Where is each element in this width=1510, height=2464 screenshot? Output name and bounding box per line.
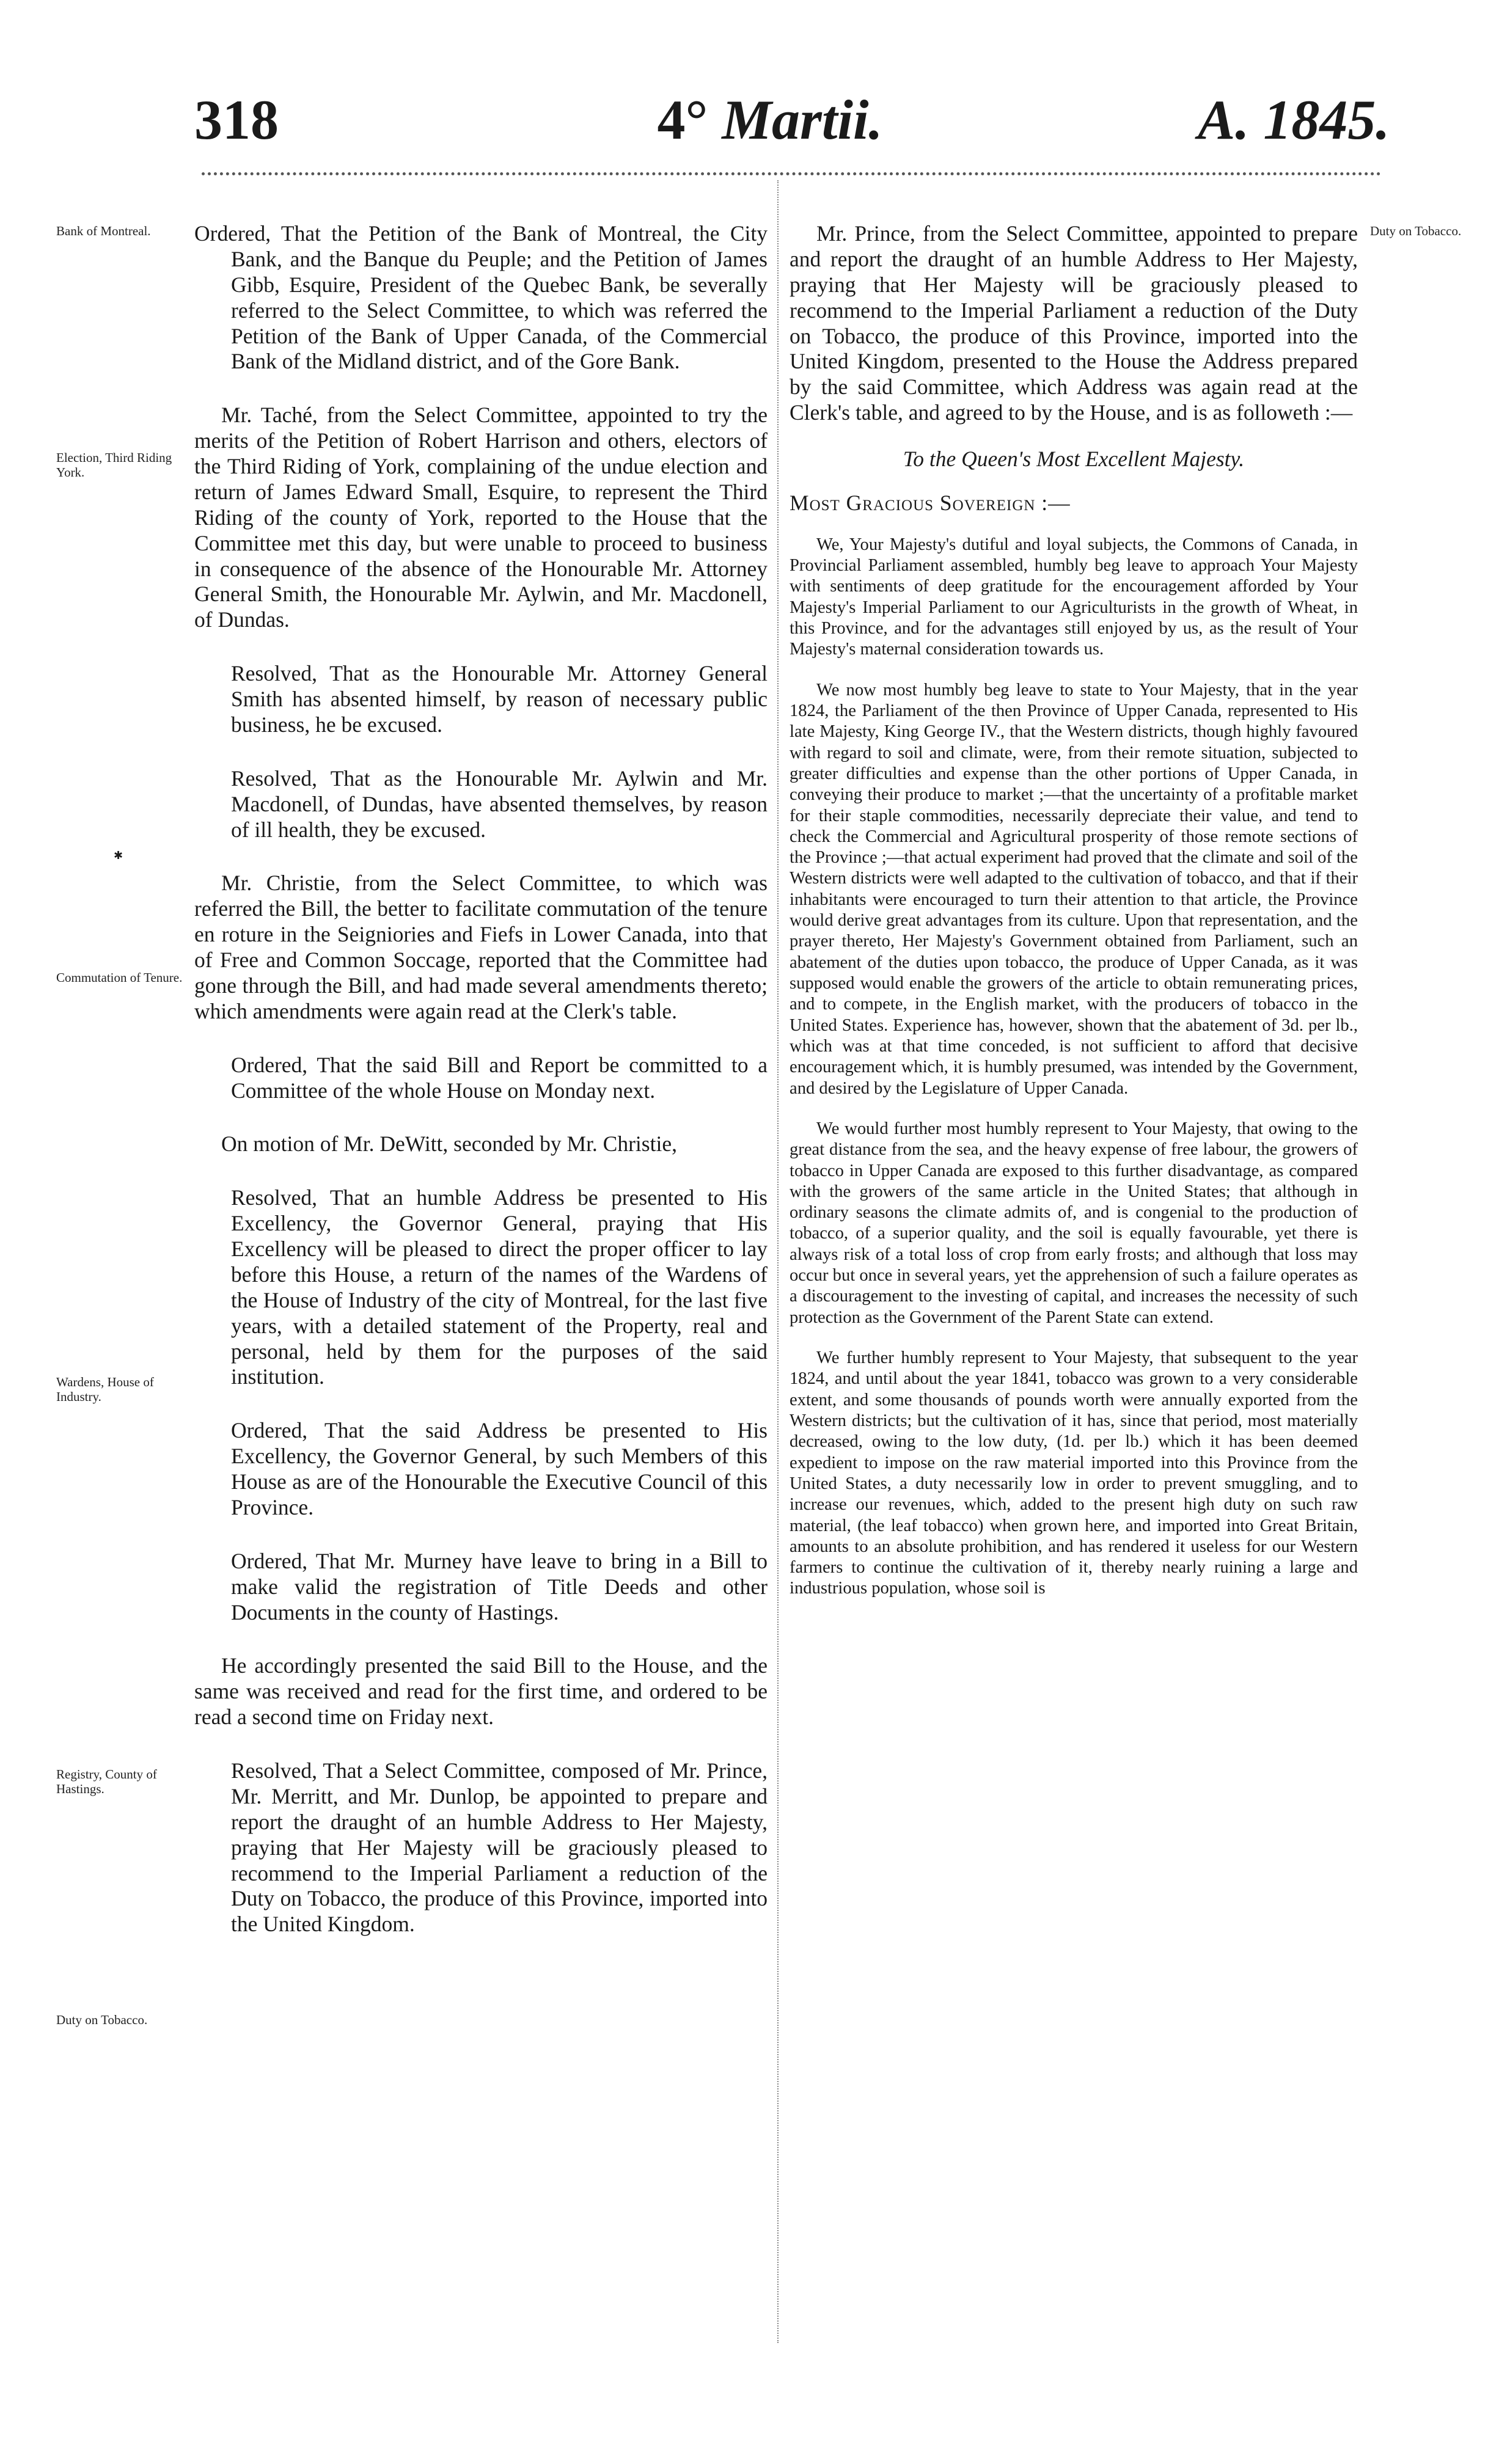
asterisk-mark: ✱	[114, 849, 123, 861]
page-date	[642, 89, 898, 151]
margin-note-registry: Registry, County of Hastings.	[56, 1767, 157, 1797]
address-salutation: Most Gracious Sovereign :—	[790, 490, 1071, 515]
entry-resolved-aylwin: Resolved, That as the Honourable Mr. Aylwin and Mr. Macdonell, of Dundas, have absented themselves, by reason of ill health, they be excused.	[231, 766, 768, 842]
entry-election-report: Mr. Taché, from the Select Committee, appointed to try the merits of the Petition of Robert Harrison and others, electors of the Third Riding of York, complaining of the undue election and return of James Edward Small, Esquire, to represent the Third Riding of the county of York, reported to the House that the Committee met this day, but were unable to proceed to business in consequence of the absence of the Honourable Mr. Attorney General Smith, the Honourable Mr. Aylwin, and Mr. Macdonell, of Dundas.	[194, 403, 768, 632]
entry-ordered-murney: Ordered, That Mr. Murney have leave to bring in a Bill to make valid the registration of Title Deeds and other Documents in the county of Hastings.	[231, 1548, 768, 1625]
page-number: 318	[194, 89, 279, 151]
address-paragraph-2: We now most humbly beg leave to state to Your Majesty, that in the year 1824, the Parliament of the then Province of Upper Canada, represented to His late Majesty, King George IV., that the Western districts, though highly favoured with regard to soil and climate, were, from their remote situation, subjected to greater difficulties and expense than the other portions of Upper Canada, in conveying their produce to market ;—that the uncertainty of a profitable market for their staple commodities, necessarily depreciate their value, and tend to check the Commercial and Agricultural prosperity of those remote sections of the Province ;—that actual experiment had proved that the climate and soil of the Western districts were well adapted to the cultivation of tobacco, and that if their inhabitants were encouraged to turn their attention to that article, the Province would derive great advantages from its culture. Upon that representation, and the prayer thereto, Her Majesty's Government obtained from Parliament, such an abatement of the duties upon tobacco, the produce of Upper Canada, as it was supposed would enable the growers of the article to obtain remunerating prices, and to compete, in the English market, with the producers of tobacco in the United States. Experience has, however, shown that the abatement of 3d. per lb., which was at that time conceded, is not sufficient to afford that decisive encouragement which, it is humbly presumed, was intended by the Government, and desired by the Legislature of Upper Canada.	[790, 680, 1358, 1098]
margin-note-duty: Duty on Tobacco.	[56, 2013, 148, 2027]
entry-resolved-tobacco: Resolved, That a Select Committee, composed of Mr. Prince, Mr. Merritt, and Mr. Dunlop, be appointed to prepare and report the draught of an humble Address to Her Majesty, praying that Her Majesty will be graciously pleased to recommend to the Imperial Parliament a reduction of the Duty on Tobacco, the produce of this Province, imported into the United Kingdom.	[231, 1758, 768, 1937]
entry-ordered-committee: Ordered, That the said Bill and Report be committed to a Committee of the whole House on Monday next.	[231, 1052, 768, 1103]
header-rule	[202, 172, 1381, 175]
page-year: A. 1845.	[1198, 89, 1390, 151]
entry-ordered-address: Ordered, That the said Address be presented to His Excellency, the Governor General, by such Members of this House as are of the Honourable the Executive Council of this Province.	[231, 1418, 768, 1519]
margin-note-election: Election, Third Riding York.	[56, 450, 172, 480]
margin-note-wardens: Wardens, House of Industry.	[56, 1375, 154, 1405]
right-column	[790, 221, 1358, 1599]
address-paragraph-1: We, Your Majesty's dutiful and loyal subjects, the Commons of Canada, in Provincial Parliament assembled, humbly beg leave to approach Your Majesty with sentiments of deep gratitude for the encouragement afforded by Your Majesty's Imperial Parliament to our Agriculturists in the growth of Wheat, in this Province, and for the advantages still enjoyed by us, as the result of Your Majesty's maternal consideration towards us.	[790, 535, 1358, 659]
entry-bank-petitions: Ordered, That the Petition of the Bank of Montreal, the City Bank, and the Banque du Peuple; and the Petition of James Gibb, Esquire, President of the Quebec Bank, be severally referred to the Select Committee, to which was referred the Petition of the Bank of Upper Canada, of the Commercial Bank of the Midland district, and of the Gore Bank.	[194, 221, 768, 374]
entry-commutation-report: Mr. Christie, from the Select Committee, to which was referred the Bill, the better to facilitate commutation of the tenure en roture in the Seigniories and Fiefs in Lower Canada, into that of Free and Common Soccage, reported that the Committee had gone through the Bill, and had made several amendments thereto; which amendments were again read at the Clerk's table.	[194, 871, 768, 1023]
margin-note-commutation: Commutation of Tenure.	[56, 970, 183, 985]
entry-resolved-smith: Resolved, That as the Honourable Mr. Attorney General Smith has absented himself, by reason of necessary public business, he be excused.	[231, 661, 768, 737]
column-divider	[777, 180, 779, 2343]
address-title: To the Queen's Most Excellent Majesty.	[903, 447, 1245, 471]
address-paragraph-4: We further humbly represent to Your Majesty, that subsequent to the year 1824, and until about the year 1841, tobacco was grown to a very considerable extent, and some thousands of pounds worth were annually exported from the Western districts; but the cultivation of it has, since that period, most materially decreased, owing to the low duty, (1d. per lb.) which it has been deemed expedient to impose on the raw material imported into this Province from the United States, a duty necessarily low in order to prevent smuggling, and to increase our revenues, which, added to the present high duty on such raw material, (the leaf tobacco) when grown here, and imported into Great Britain, amounts to an absolute prohibition, and has rendered it useless for our Western farmers to continue the cultivation of it, thereby nearly ruining a large and industrious population, whose soil is	[790, 1348, 1358, 1598]
date-prefix: 4°	[657, 89, 708, 151]
left-column	[194, 221, 768, 1965]
entry-resolved-address: Resolved, That an humble Address be presented to His Excellency, the Governor General, praying that His Excellency will be pleased to direct the proper officer to lay before this House, a return of the names of the Wardens of the House of Industry of the city of Montreal, for the last five years, with a detailed statement of the Property, real and personal, held by them for the purposes of the said institution.	[231, 1185, 768, 1389]
entry-prince-report: Mr. Prince, from the Select Committee, appointed to prepare and report the draught of an humble Address to Her Majesty, praying that Her Majesty will be graciously pleased to recommend to the Imperial Parliament a reduction of the Duty on Tobacco, the produce of this Province, imported into the United Kingdom, presented to the House the Address prepared by the said Committee, which Address was again read at the Clerk's table, and agreed to by the House, and is as followeth :—	[790, 221, 1358, 425]
margin-note-bank: Bank of Montreal.	[56, 224, 151, 238]
entry-motion-dewitt: On motion of Mr. DeWitt, seconded by Mr. Christie,	[221, 1131, 677, 1157]
margin-note-duty-right: Duty on Tobacco.	[1370, 224, 1462, 238]
address-paragraph-3: We would further most humbly represent to Your Majesty, that owing to the great distance from the sea, and the heavy expense of free labour, the growers of tobacco in Upper Canada are exposed to this further disadvantage, as compared with the growers of the same article in the United States; that although in ordinary seasons the climate admits of, and is congenial to the production of tobacco, of a superior quality, and the soil is equally favourable, yet there is always risk of a total loss of crop from early frosts; and although that loss may occur but once in several years, yet the apprehension of such a failure operates as a discouragement to the investing of capital, and increases the necessity of such protection as the Government of the Parent State can extend.	[790, 1119, 1358, 1327]
entry-bill-presented: He accordingly presented the said Bill to the House, and the same was received and read for the first time, and ordered to be read a second time on Friday next.	[194, 1653, 768, 1730]
date-word: Martii.	[722, 89, 883, 151]
